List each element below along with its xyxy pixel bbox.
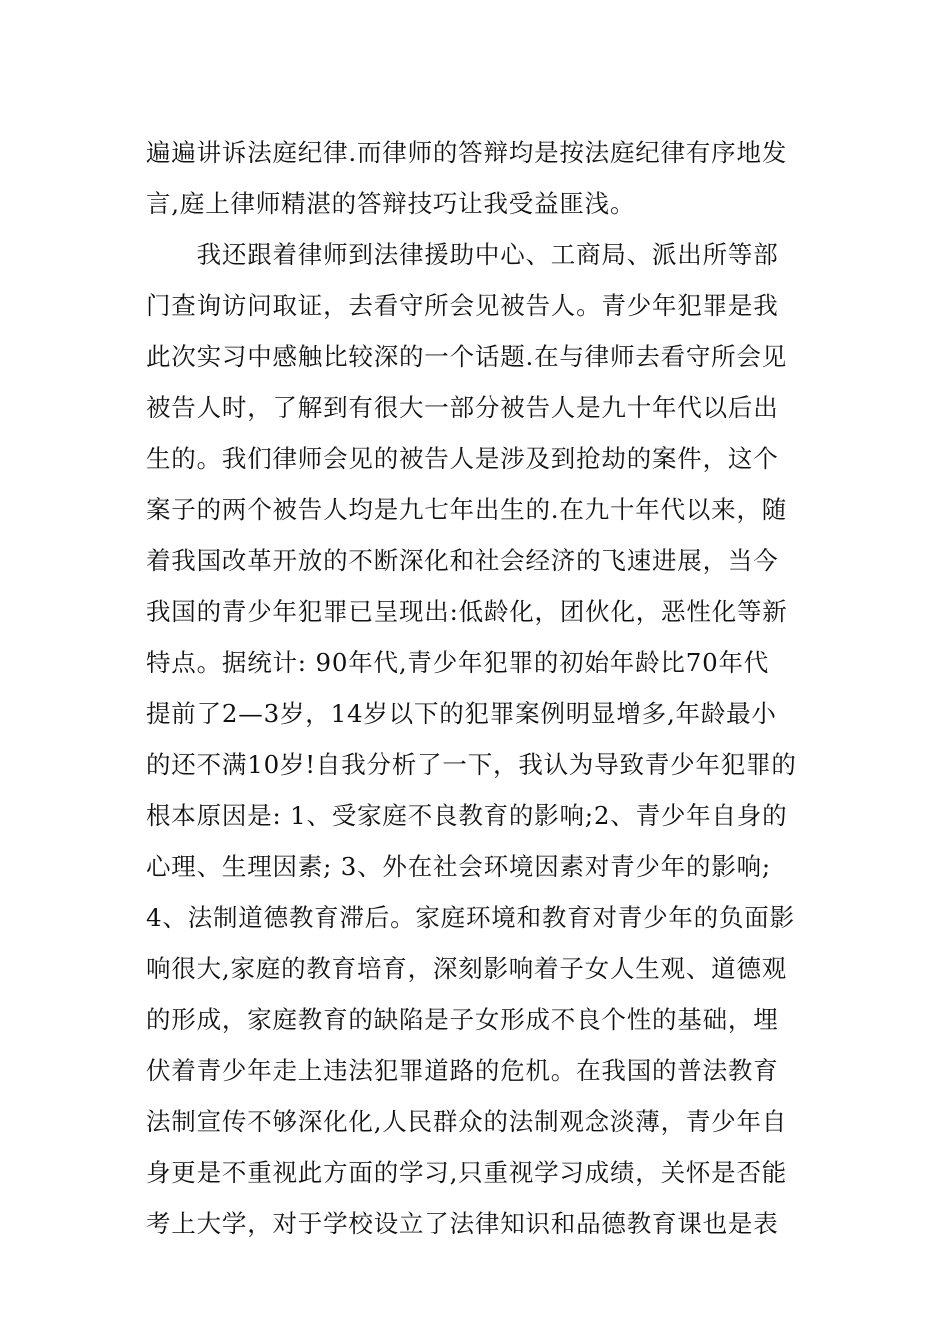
text-line-21: 身更是不重视此方面的学习,只重视学习成绩，关怀是否能 <box>146 1158 788 1187</box>
text-line-17: 响很大,家庭的教育培育，深刻影响着子女人生观、道德观 <box>146 954 788 983</box>
text-line-11: 特点。据统计: 90年代,青少年犯罪的初始年龄比70年代 <box>146 648 770 677</box>
text-line-9: 着我国改革开放的不断深化和社会经济的飞速进展，当今 <box>146 546 779 575</box>
text-line-5: 此次实习中感触比较深的一个话题.在与律师去看守所会见 <box>146 342 788 371</box>
text-line-8: 案子的两个被告人均是九七年出生的.在九十年代以来，随 <box>146 495 788 524</box>
text-line-13: 的还不满10岁!自我分析了一下，我认为导致青少年犯罪的 <box>146 750 797 779</box>
text-line-18: 的形成，家庭教育的缺陷是子女形成不良个性的基础，埋 <box>146 1005 779 1034</box>
text-line-10: 我国的青少年犯罪已呈现出:低龄化，团伙化，恶性化等新 <box>146 597 788 626</box>
text-line-3: 我还跟着律师到法律援助中心、工商局、派出所等部 <box>146 240 779 269</box>
text-line-2: 言,庭上律师精湛的答辩技巧让我受益匪浅。 <box>146 189 636 218</box>
text-line-20: 法制宣传不够深化化,人民群众的法制观念淡薄，青少年自 <box>146 1107 788 1136</box>
text-line-4: 门查询访问取证，去看守所会见被告人。青少年犯罪是我 <box>146 291 779 320</box>
text-line-7: 生的。我们律师会见的被告人是涉及到抢劫的案件，这个 <box>146 444 779 473</box>
text-line-12: 提前了2—3岁，14岁以下的犯罪案例明显增多,年龄最小 <box>146 699 777 728</box>
text-line-22: 考上大学，对于学校设立了法律知识和品德教育课也是表 <box>146 1209 779 1238</box>
text-line-1: 遍遍讲诉法庭纪律.而律师的答辩均是按法庭纪律有序地发 <box>146 138 788 167</box>
text-line-14: 根本原因是: 1、受家庭不良教育的影响;2、青少年自身的 <box>146 801 788 830</box>
text-line-16: 4、法制道德教育滞后。家庭环境和教育对青少年的负面影 <box>146 903 795 932</box>
body-text <box>146 127 810 1249</box>
text-line-6: 被告人时，了解到有很大一部分被告人是九十年代以后出 <box>146 393 779 422</box>
text-line-19: 伏着青少年走上违法犯罪道路的危机。在我国的普法教育 <box>146 1056 779 1085</box>
text-line-15: 心理、生理因素; 3、外在社会环境因素对青少年的影响; <box>146 852 771 881</box>
